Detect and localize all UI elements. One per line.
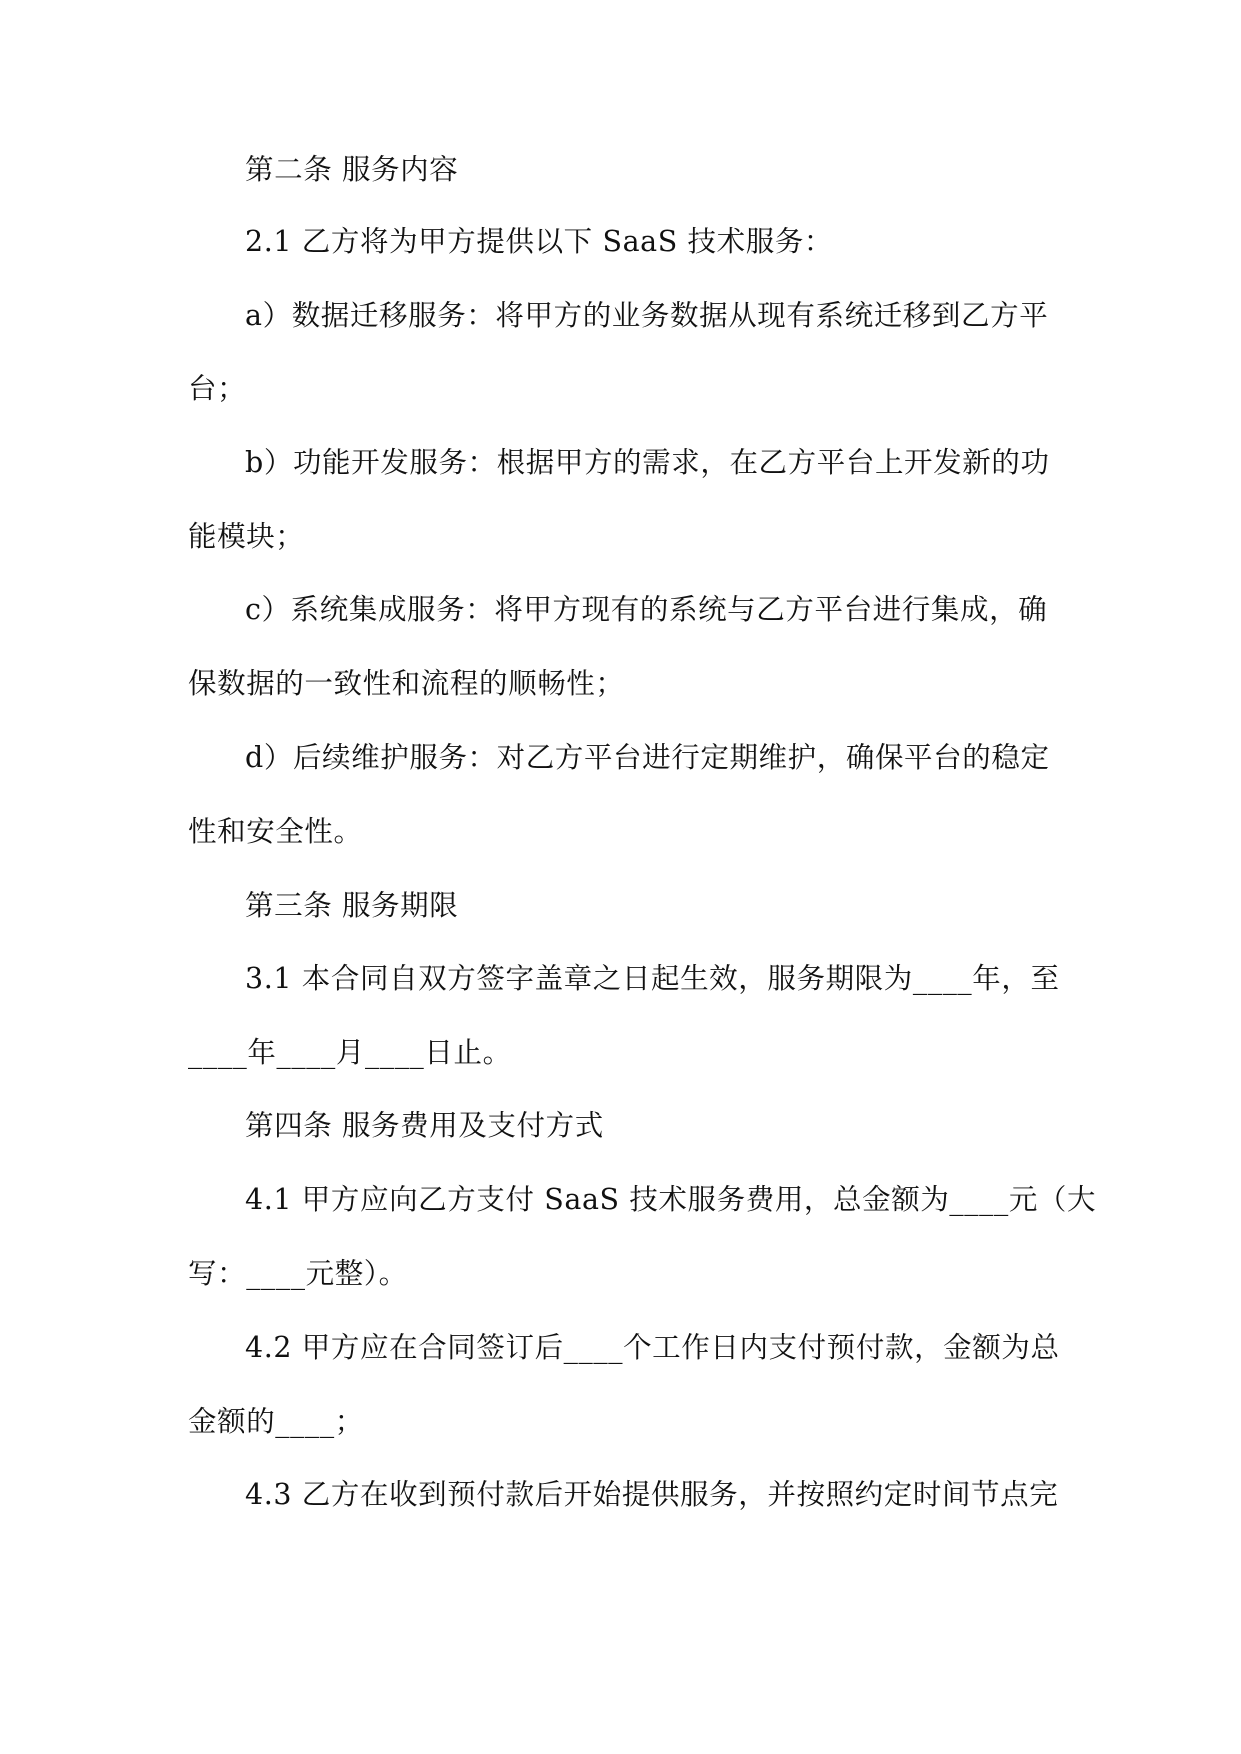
heading-article-4: 第四条 服务费用及支付方式: [245, 1109, 604, 1142]
list-item-a-continued: 台；: [188, 372, 247, 405]
paragraph-4-1: 4.1 甲方应向乙方支付 SaaS 技术服务费用，总金额为____元（大: [245, 1183, 1097, 1216]
paragraph-4-2: 4.2 甲方应在合同签订后____个工作日内支付预付款，金额为总: [245, 1331, 1060, 1364]
heading-article-2: 第二条 服务内容: [245, 153, 459, 186]
paragraph-3-1: 3.1 本合同自双方签字盖章之日起生效，服务期限为____年，至: [245, 962, 1060, 995]
paragraph-4-2-continued: 金额的____；: [188, 1405, 364, 1438]
list-item-d: d）后续维护服务：对乙方平台进行定期维护，确保平台的稳定: [245, 741, 1050, 774]
list-item-c-continued: 保数据的一致性和流程的顺畅性；: [188, 667, 625, 700]
list-item-b: b）功能开发服务：根据甲方的需求，在乙方平台上开发新的功: [245, 446, 1050, 479]
paragraph-3-1-continued: ____年____月____日止。: [188, 1036, 512, 1069]
list-item-d-continued: 性和安全性。: [188, 815, 363, 848]
paragraph-2-1: 2.1 乙方将为甲方提供以下 SaaS 技术服务：: [245, 225, 834, 258]
list-item-a: a）数据迁移服务：将甲方的业务数据从现有系统迁移到乙方平: [245, 299, 1049, 332]
paragraph-4-3: 4.3 乙方在收到预付款后开始提供服务，并按照约定时间节点完: [245, 1478, 1059, 1511]
list-item-c: c）系统集成服务：将甲方现有的系统与乙方平台进行集成，确: [245, 593, 1048, 626]
paragraph-4-1-continued: 写：____元整）。: [188, 1257, 408, 1290]
heading-article-3: 第三条 服务期限: [245, 889, 459, 922]
list-item-b-continued: 能模块；: [188, 520, 305, 553]
